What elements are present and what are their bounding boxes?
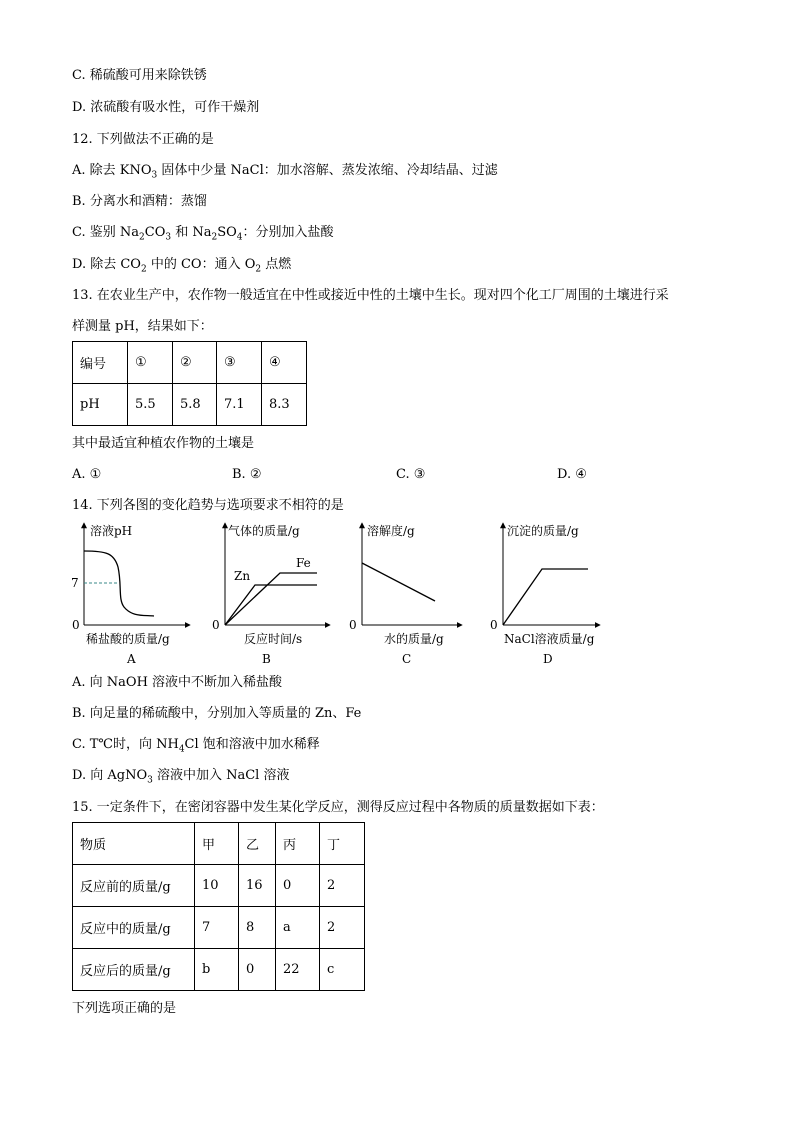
q13-question: 其中最适宜种植农作物的土壤是	[72, 436, 255, 451]
q12-option-d: D. 除去 $CO_2$ 中的 CO：通入 $O_2$ 点燃	[72, 257, 292, 275]
q12-stem: 12. 下列做法不正确的是	[72, 132, 214, 147]
graph-a	[71, 523, 190, 666]
table-cell: ①	[128, 342, 173, 384]
table-cell: ②	[173, 342, 217, 384]
table-cell: 10	[195, 865, 239, 907]
table-cell: 5.8	[173, 384, 217, 426]
q14-option-b: B. 向足量的稀硫酸中，分别加入等质量的 Zn、Fe	[72, 706, 362, 721]
table-cell: 0	[239, 949, 276, 991]
table-cell: b	[195, 949, 239, 991]
table-cell: 丙	[276, 823, 320, 865]
table-cell: 反应前的质量/g	[73, 865, 195, 907]
q13-stem: 13. 在农业生产中，农作物一般适宜在中性或接近中性的土壤中生长。现对四个化工厂周围的土壤进行采	[72, 288, 669, 303]
table-cell: 乙	[239, 823, 276, 865]
y-axis-label: 溶解度/g	[367, 524, 415, 538]
table-cell: a	[276, 907, 320, 949]
q13-option-d: D. ④	[557, 467, 587, 482]
table-cell: c	[320, 949, 365, 991]
q13-option-a: A. ①	[72, 467, 102, 482]
q15-question: 下列选项正确的是	[72, 1001, 177, 1016]
table-cell: ④	[262, 342, 307, 384]
series-label-fe: Fe	[296, 556, 311, 570]
y-axis-label: 气体的质量/g	[228, 524, 300, 538]
table-cell: 2	[320, 865, 365, 907]
graph-c	[349, 523, 462, 666]
table-cell: 甲	[195, 823, 239, 865]
series-label-zn: Zn	[234, 569, 251, 583]
q11-option-d: D. 浓硫酸有吸水性，可作干燥剂	[72, 100, 260, 115]
table-cell: 5.5	[128, 384, 173, 426]
q13-ph-table	[72, 341, 307, 426]
graph-b	[212, 523, 330, 666]
x-axis-label: NaCl溶液质量/g	[504, 632, 595, 646]
q12-option-c: C. 鉴别 $Na_2CO_3$ 和 $Na_2SO_4$：分别加入盐酸	[72, 225, 334, 243]
q14-option-d: D. 向 AgNO$_3$ 溶液中加入 NaCl 溶液	[72, 768, 290, 786]
graph-caption: A	[127, 652, 136, 666]
q14-option-a: A. 向 NaOH 溶液中不断加入稀盐酸	[72, 675, 283, 690]
x-axis-label: 稀盐酸的质量/g	[86, 632, 170, 646]
y-tick-label: 7	[71, 576, 79, 590]
precipitate-line	[503, 569, 588, 625]
table-cell: 8.3	[262, 384, 307, 426]
table-cell: 8	[239, 907, 276, 949]
table-cell: 反应中的质量/g	[73, 907, 195, 949]
q13-option-c: C. ③	[396, 467, 426, 482]
table-cell: 7.1	[217, 384, 262, 426]
q12-option-a: A. 除去 $KNO_3$ 固体中少量 NaCl：加水溶解、蒸发浓缩、冷却结晶、过滤	[72, 163, 498, 181]
table-cell: 7	[195, 907, 239, 949]
graph-caption: C	[402, 652, 412, 666]
graph-caption: B	[262, 652, 271, 666]
table-cell: ③	[217, 342, 262, 384]
q15-mass-table	[72, 822, 365, 991]
table-cell: 物质	[73, 823, 195, 865]
q14-option-c: C. T℃时，向 $NH_4Cl$ 饱和溶液中加水稀释	[72, 737, 320, 755]
q11-option-c: C. 稀硫酸可用来除铁锈	[72, 68, 207, 83]
table-cell: 编号	[73, 342, 128, 384]
y-axis-label: 溶液pH	[90, 524, 133, 538]
q14-graphs	[60, 515, 620, 671]
graph-d	[490, 523, 600, 666]
q12-option-b: B. 分离水和酒精：蒸馏	[72, 194, 207, 209]
origin-label: 0	[490, 618, 498, 632]
table-cell: pH	[73, 384, 128, 426]
x-axis-label: 水的质量/g	[384, 632, 444, 646]
table-cell: 反应后的质量/g	[73, 949, 195, 991]
y-axis-label: 沉淀的质量/g	[507, 524, 579, 538]
origin-label: 0	[212, 618, 220, 632]
origin-label: 0	[72, 618, 80, 632]
table-cell: 丁	[320, 823, 365, 865]
q14-stem: 14. 下列各图的变化趋势与选项要求不相符的是	[72, 498, 344, 513]
table-cell: 2	[320, 907, 365, 949]
graph-caption: D	[543, 652, 553, 666]
table-cell: 16	[239, 865, 276, 907]
q13-option-b: B. ②	[232, 467, 262, 482]
x-axis-label: 反应时间/s	[244, 632, 303, 646]
q13-stem-cont: 样测量 pH，结果如下：	[72, 319, 213, 334]
q15-stem: 15. 一定条件下，在密闭容器中发生某化学反应，测得反应过程中各物质的质量数据如下表：	[72, 800, 604, 815]
origin-label: 0	[349, 618, 357, 632]
series-line-zn	[225, 585, 317, 625]
table-cell: 22	[276, 949, 320, 991]
solubility-line	[362, 563, 435, 601]
table-cell: 0	[276, 865, 320, 907]
